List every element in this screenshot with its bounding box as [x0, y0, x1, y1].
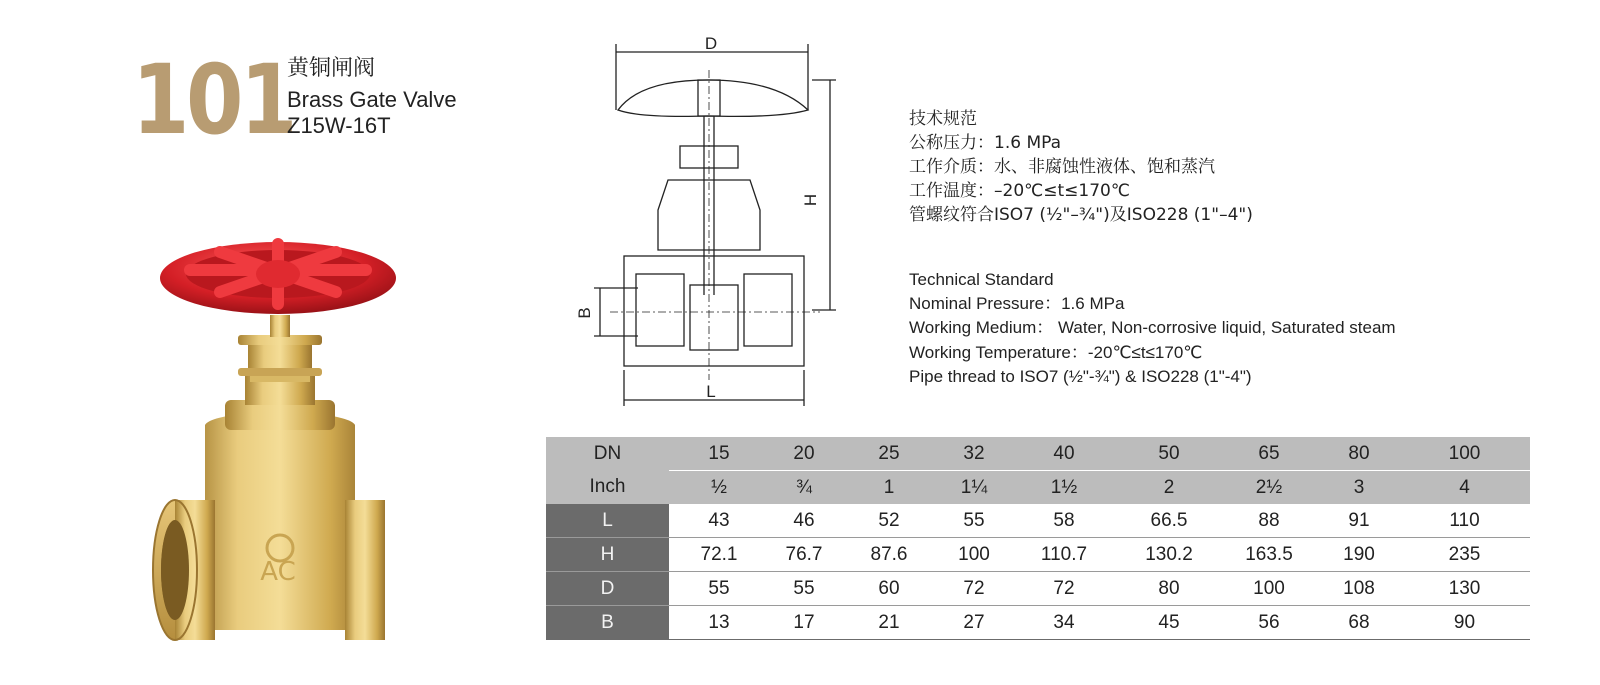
table-cell: 76.7: [769, 538, 839, 572]
table-cell: 100: [1399, 437, 1530, 471]
table-cell: 65: [1219, 437, 1319, 471]
specs-cn-line-2: 工作介质：水、非腐蚀性液体、饱和蒸汽: [909, 157, 1215, 177]
row-label-inch: Inch: [546, 471, 669, 505]
table-row-inch: [546, 471, 1530, 505]
drawing-right-port: [744, 274, 792, 346]
table-row-l: [546, 504, 1530, 538]
table-cell: 72: [939, 572, 1009, 606]
table-cell: 45: [1119, 606, 1219, 640]
table-cell: 87.6: [839, 538, 939, 572]
dim-label-d: D: [704, 34, 718, 53]
table-cell: 66.5: [1119, 504, 1219, 538]
table-cell: 56: [1219, 606, 1319, 640]
product-model-code: Z15W-16T: [287, 113, 391, 138]
specs-cn-line-3: 工作温度：–20℃≤t≤170℃: [909, 181, 1130, 201]
row-label-b: B: [546, 606, 669, 640]
table-cell: 55: [669, 572, 769, 606]
row-label-dn: DN: [546, 437, 669, 471]
table-cell: 91: [1319, 504, 1399, 538]
table-cell: 100: [1219, 572, 1319, 606]
logo-ac: AC: [260, 557, 296, 587]
table-row-dn: [546, 437, 1530, 471]
table-cell: 15: [669, 437, 769, 471]
technical-drawing: [575, 30, 850, 415]
dim-label-h: H: [801, 193, 820, 207]
table-cell: 25: [839, 437, 939, 471]
specs-en-heading: Technical Standard: [909, 270, 1054, 289]
table-cell: 2½: [1219, 471, 1319, 505]
table-row-d: [546, 572, 1530, 606]
table-cell: 17: [769, 606, 839, 640]
table-cell: 110.7: [1009, 538, 1119, 572]
table-cell: 58: [1009, 504, 1119, 538]
specs-en-line-2: Working Medium： Water, Non-corrosive liquid, Saturated steam: [909, 318, 1396, 337]
product-photo: [150, 230, 410, 660]
table-cell: 1: [839, 471, 939, 505]
table-cell: 20: [769, 437, 839, 471]
table-cell: 40: [1009, 437, 1119, 471]
drawing-handwheel: [618, 80, 808, 116]
table-cell: 80: [1119, 572, 1219, 606]
model-number: 101: [132, 44, 295, 156]
table-cell: 130.2: [1119, 538, 1219, 572]
table-cell: 52: [839, 504, 939, 538]
valve-stem: [270, 315, 290, 337]
row-label-d: D: [546, 572, 669, 606]
table-cell: 108: [1319, 572, 1399, 606]
dim-label-l: L: [706, 382, 716, 401]
table-cell: 72: [1009, 572, 1119, 606]
table-cell: 55: [769, 572, 839, 606]
specs-en-line-3: Working Temperature：-20℃≤t≤170℃: [909, 343, 1203, 362]
table-cell: 46: [769, 504, 839, 538]
table-cell: 32: [939, 437, 1009, 471]
table-cell: 68: [1319, 606, 1399, 640]
table-cell: 27: [939, 606, 1009, 640]
product-title-en: Brass Gate Valve: [287, 87, 457, 112]
specs-cn-line-1: 公称压力：1.6 MPa: [909, 133, 1062, 153]
table-cell: 4: [1399, 471, 1530, 505]
table-cell: 34: [1009, 606, 1119, 640]
table-row-b: [546, 606, 1530, 640]
table-cell: 50: [1119, 437, 1219, 471]
table-cell: 72.1: [669, 538, 769, 572]
table-cell: 55: [939, 504, 1009, 538]
table-cell: 13: [669, 606, 769, 640]
table-cell: 43: [669, 504, 769, 538]
table-cell: 2: [1119, 471, 1219, 505]
specs-en-line-1: Nominal Pressure：1.6 MPa: [909, 294, 1125, 313]
table-cell: 80: [1319, 437, 1399, 471]
table-cell: 88: [1219, 504, 1319, 538]
valve-left-bore-inner: [161, 520, 189, 620]
table-cell: 1¼: [939, 471, 1009, 505]
table-cell: 60: [839, 572, 939, 606]
table-cell: 163.5: [1219, 538, 1319, 572]
row-label-l: L: [546, 504, 669, 538]
table-cell: 90: [1399, 606, 1530, 640]
packing-nut-bottom: [238, 368, 322, 376]
table-cell: 130: [1399, 572, 1530, 606]
table-cell: ½: [669, 471, 769, 505]
handwheel-hub: [256, 260, 300, 288]
table-cell: 190: [1319, 538, 1399, 572]
dimension-table: [546, 437, 1530, 640]
table-cell: 3: [1319, 471, 1399, 505]
table-cell: 100: [939, 538, 1009, 572]
table-row-h: [546, 538, 1530, 572]
table-cell: 21: [839, 606, 939, 640]
dim-label-b: B: [575, 307, 594, 319]
row-label-h: H: [546, 538, 669, 572]
table-cell: ¾: [769, 471, 839, 505]
specs-en-line-4: Pipe thread to ISO7 (½"-¾") & ISO228 (1"-4"): [909, 367, 1252, 386]
product-title-cn: 黄铜闸阀: [287, 56, 376, 81]
drawing-left-port: [636, 274, 684, 346]
table-cell: 235: [1399, 538, 1530, 572]
valve-body: [195, 410, 365, 630]
table-cell: 110: [1399, 504, 1530, 538]
specs-cn-line-4: 管螺纹符合ISO7 (½"–¾")及ISO228 (1"–4"): [909, 205, 1253, 225]
valve-right-port: [345, 500, 385, 640]
table-cell: 1½: [1009, 471, 1119, 505]
specs-cn-heading: 技术规范: [909, 109, 977, 129]
